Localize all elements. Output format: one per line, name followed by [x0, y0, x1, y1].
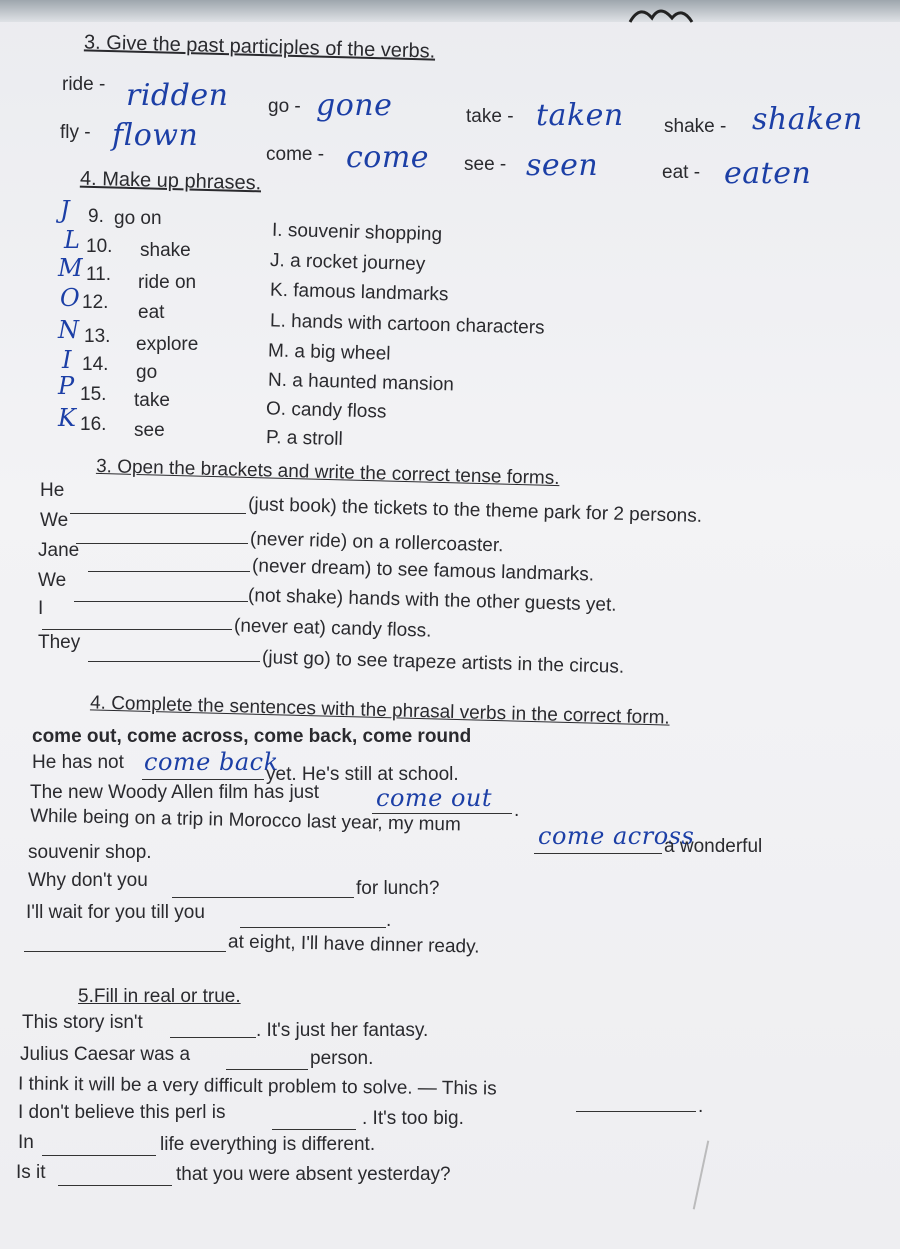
phrase-option: K. famous landmarks: [269, 279, 449, 306]
phrasal-s3-start: While being on a trip in Morocco last year, my mum: [29, 805, 462, 836]
phrase-verb: ride on: [138, 272, 197, 293]
real-s5-end: life everything is different.: [160, 1134, 376, 1155]
verb-eat: eat -: [662, 162, 701, 183]
real-blank[interactable]: [272, 1128, 356, 1130]
phrase-option: L. hands with cartoon characters: [269, 310, 545, 339]
tense-rest: (never dream) to see famous landmarks.: [251, 555, 595, 586]
real-blank[interactable]: [42, 1154, 156, 1156]
phrase-num: 14.: [82, 354, 109, 375]
pencil-mark: [693, 1141, 710, 1210]
phrase-verb: go on: [114, 208, 162, 229]
real-s1-start: This story isn't: [22, 1012, 143, 1033]
verb-ride: ride -: [62, 74, 106, 95]
tense-subject: We: [40, 510, 69, 531]
phrasal-s4-start: Why don't you: [28, 870, 148, 891]
real-blank[interactable]: [58, 1184, 172, 1186]
phrasal-s1-end: yet. He's still at school.: [266, 764, 459, 785]
tense-subject: I: [38, 598, 44, 619]
phrase-verb: eat: [138, 302, 165, 323]
phrase-num: 16.: [80, 414, 107, 435]
phrasal-s3-end: a wonderful: [664, 836, 763, 857]
phrase-verb: shake: [140, 240, 191, 261]
tense-blank[interactable]: [74, 600, 248, 602]
phrase-num: 15.: [80, 384, 107, 405]
tense-blank[interactable]: [76, 542, 248, 544]
answer-ridden: ridden: [126, 78, 229, 113]
tense-blank[interactable]: [42, 628, 232, 630]
real-s3-end: .: [698, 1096, 704, 1117]
phrasal-s5-end: .: [386, 910, 392, 931]
phrase-num: 10.: [86, 236, 113, 257]
verb-shake: shake -: [664, 116, 727, 137]
answer-come-out: come out: [376, 784, 493, 812]
tense-blank[interactable]: [88, 570, 250, 572]
real-s4-start: I don't believe this perl is: [18, 1102, 226, 1123]
real-s2-start: Julius Caesar was a: [20, 1044, 191, 1065]
ex-phrasal-title: 4. Complete the sentences with the phrasal verbs in the correct form.: [89, 692, 670, 729]
match-mark: O: [60, 284, 81, 312]
match-mark: I: [62, 346, 72, 374]
answer-come-across: come across: [538, 822, 695, 850]
answer-come: come: [346, 140, 430, 175]
phrasal-s3-cont: souvenir shop.: [28, 842, 152, 863]
answer-taken: taken: [536, 98, 624, 133]
real-s5-start: In: [18, 1132, 34, 1153]
real-s2-end: person.: [310, 1048, 374, 1069]
match-mark: K: [58, 404, 77, 432]
real-s4-end: . It's too big.: [362, 1108, 464, 1129]
tense-rest: (never ride) on a rollercoaster.: [249, 528, 504, 557]
phrasal-blank[interactable]: [534, 852, 662, 854]
verb-go: go -: [268, 96, 301, 117]
phrase-num: 13.: [84, 326, 111, 347]
match-mark: J: [60, 196, 71, 224]
tense-subject: Jane: [38, 540, 80, 561]
answer-come-back: come back: [144, 748, 279, 776]
phrasal-s4-end: for lunch?: [356, 878, 440, 899]
real-s6-start: Is it: [16, 1162, 46, 1183]
phrasal-blank[interactable]: [24, 950, 226, 952]
tense-rest: (just book) the tickets to the theme park for 2 persons.: [247, 494, 703, 527]
tense-blank[interactable]: [70, 512, 246, 514]
real-blank[interactable]: [226, 1068, 308, 1070]
tense-blank[interactable]: [88, 660, 260, 662]
match-mark: N: [58, 316, 80, 344]
phrase-option: P. a stroll: [265, 426, 344, 451]
phrase-option: O. candy floss: [265, 398, 387, 423]
page-top-edge: [0, 0, 900, 22]
ex-phrases-title: 4. Make up phrases.: [79, 167, 262, 195]
real-blank[interactable]: [170, 1036, 256, 1038]
phrase-num: 12.: [82, 292, 109, 313]
phrasal-s1-start: He has not: [32, 752, 124, 773]
phrasal-s2-end: .: [514, 800, 520, 821]
verb-take: take -: [466, 106, 514, 127]
phrase-option: M. a big wheel: [267, 340, 391, 365]
phrase-verb: go: [136, 362, 158, 383]
verb-come: come -: [266, 144, 325, 165]
real-s6-end: that you were absent yesterday?: [176, 1164, 451, 1185]
verb-fly: fly -: [60, 122, 91, 143]
phrasal-blank[interactable]: [240, 926, 386, 928]
verb-see: see -: [464, 154, 507, 175]
tense-rest: (just go) to see trapeze artists in the circus.: [261, 647, 625, 678]
tense-subject: He: [40, 480, 65, 501]
phrase-option: N. a haunted mansion: [267, 369, 455, 396]
phrasal-blank[interactable]: [172, 896, 354, 898]
match-mark: P: [58, 372, 75, 400]
phrase-option: J. a rocket journey: [269, 249, 426, 276]
phrasal-s2-start: The new Woody Allen film has just: [30, 782, 320, 803]
answer-gone: gone: [316, 88, 393, 123]
phrasal-verb-list: come out, come across, come back, come round: [32, 726, 472, 747]
phrase-verb: explore: [136, 334, 199, 355]
phrasal-s6-end: at eight, I'll have dinner ready.: [227, 931, 480, 958]
phrasal-s5-start: I'll wait for you till you: [26, 902, 205, 923]
phrasal-blank[interactable]: [142, 778, 264, 780]
match-mark: M: [58, 254, 84, 282]
corner-scribble: [626, 2, 696, 24]
real-blank[interactable]: [576, 1110, 696, 1112]
phrase-option: I. souvenir shopping: [271, 219, 443, 246]
ex-past-title: 3. Give the past participles of the verbs.: [83, 31, 436, 63]
ex-tense-title: 3. Open the brackets and write the correct tense forms.: [95, 455, 560, 490]
answer-flown: flown: [112, 118, 199, 153]
phrase-verb: take: [134, 390, 170, 411]
ex-real-title: 5.Fill in real or true.: [78, 986, 241, 1007]
answer-seen: seen: [526, 148, 599, 183]
real-s3-start: I think it will be a very difficult problem to solve. — This is: [17, 1073, 497, 1100]
phrase-num: 9.: [88, 206, 104, 227]
phrase-num: 11.: [86, 264, 112, 285]
tense-subject: They: [38, 632, 81, 653]
phrase-verb: see: [134, 420, 165, 441]
real-s1-end: . It's just her fantasy.: [256, 1020, 429, 1041]
answer-eaten: eaten: [724, 156, 812, 191]
answer-shaken: shaken: [752, 102, 863, 137]
tense-subject: We: [38, 570, 67, 591]
match-mark: L: [64, 226, 81, 254]
tense-rest: (not shake) hands with the other guests yet.: [247, 585, 617, 616]
tense-rest: (never eat) candy floss.: [233, 615, 432, 642]
